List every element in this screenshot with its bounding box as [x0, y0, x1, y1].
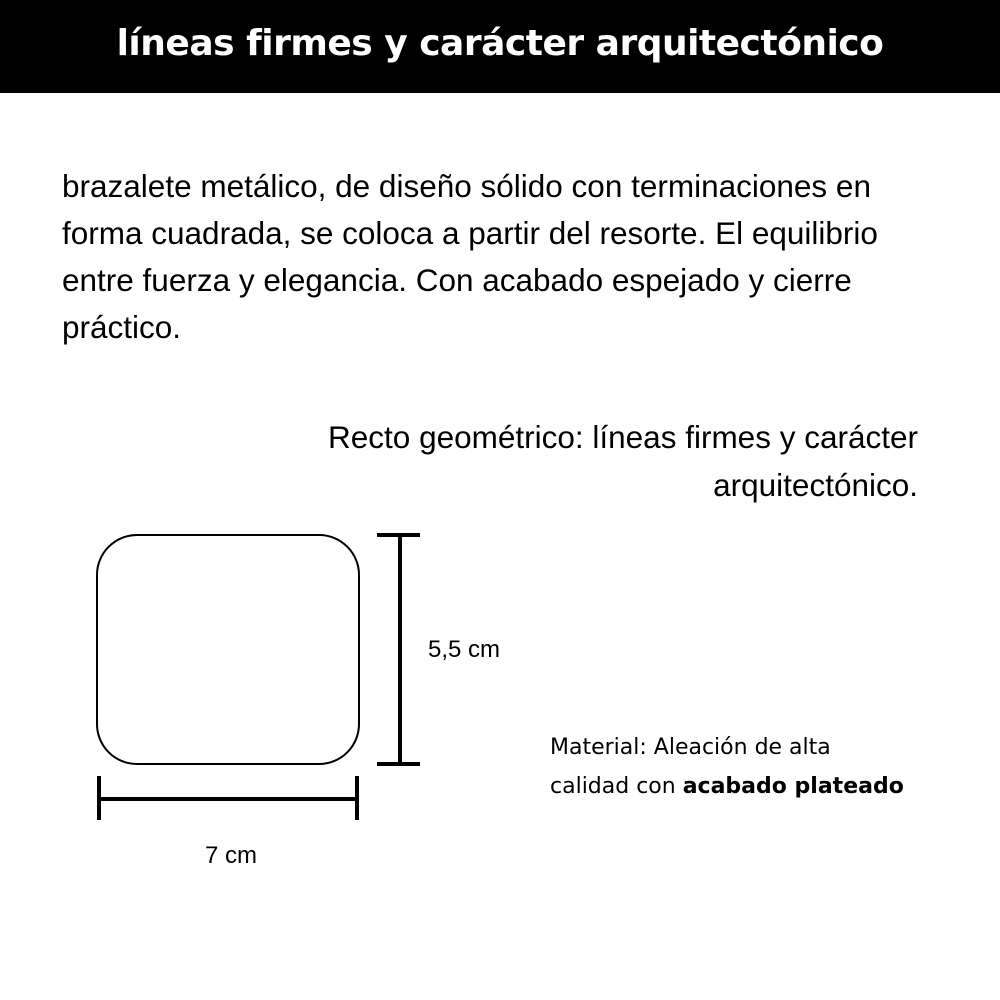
header-title: líneas firmes y carácter arquitectónico	[116, 23, 884, 64]
style-subtitle: Recto geométrico: líneas firmes y carácter arquitectónico.	[328, 419, 918, 503]
material-note-emphasis: acabado plateado	[682, 774, 904, 799]
width-dimension-label: 7 cm	[205, 842, 258, 869]
material-note-text: Material: Aleación de alta calidad con	[550, 735, 831, 799]
width-dimension-line	[99, 776, 357, 820]
height-dimension-label: 5,5 cm	[428, 636, 501, 663]
bracelet-end-outline	[97, 535, 359, 764]
material-note	[550, 728, 910, 806]
product-description: brazalete metálico, de diseño sólido con terminaciones en forma cuadrada, se coloca a partir del resorte. El equilibrio entre fuerza y elegancia. Con acabado espejado y cierre práctico.	[62, 168, 878, 345]
height-dimension-line	[377, 535, 420, 764]
